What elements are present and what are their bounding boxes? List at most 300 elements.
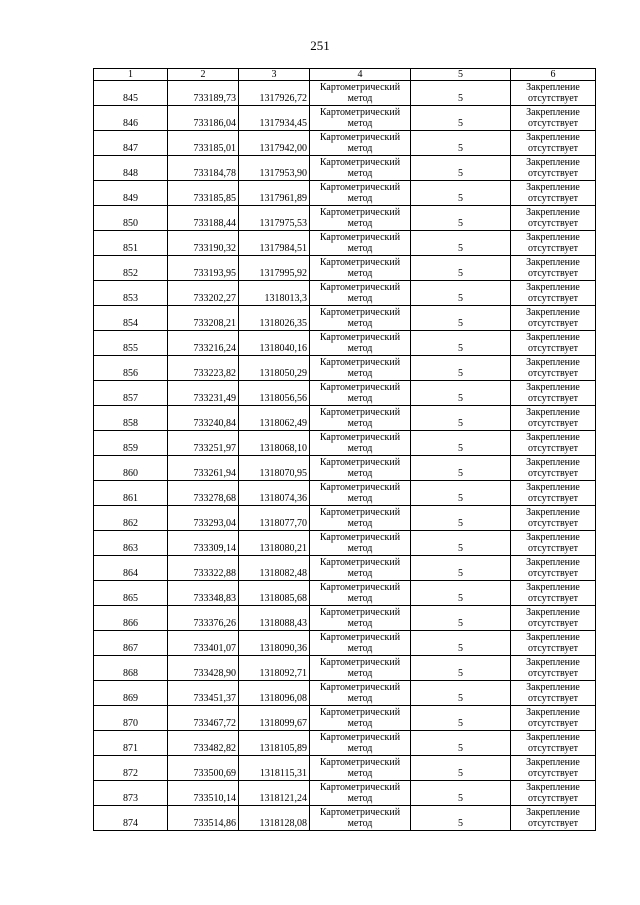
- fixing-line-2: отсутствует: [527, 143, 579, 154]
- accuracy-cell: 5: [411, 681, 511, 706]
- method-cell: [310, 631, 411, 656]
- accuracy-cell: 5: [411, 431, 511, 456]
- method-cell: [310, 256, 411, 281]
- x-coordinate-cell: 733467,72: [168, 706, 239, 731]
- accuracy-cell: 5: [411, 456, 511, 481]
- point-number-cell: 858: [94, 406, 168, 431]
- accuracy-cell: 5: [411, 381, 511, 406]
- method-line-2: метод: [347, 443, 373, 454]
- table-row: [94, 206, 596, 231]
- method-line-1: Картометрический: [319, 532, 401, 543]
- y-coordinate-cell: 1318070,95: [239, 456, 310, 481]
- x-coordinate-cell: 733193,95: [168, 256, 239, 281]
- table-row: [94, 531, 596, 556]
- method-cell: [310, 381, 411, 406]
- method-line-1: Картометрический: [319, 282, 401, 293]
- fixing-line-2: отсутствует: [527, 643, 579, 654]
- point-number-cell: 857: [94, 381, 168, 406]
- fixing-line-2: отсутствует: [527, 568, 579, 579]
- fixing-line-1: Закрепление: [526, 357, 580, 368]
- method-cell: [310, 231, 411, 256]
- fixing-line-1: Закрепление: [526, 807, 580, 818]
- y-coordinate-cell: 1317934,45: [239, 106, 310, 131]
- fixing-line-1: Закрепление: [526, 457, 580, 468]
- y-coordinate-cell: 1318088,43: [239, 606, 310, 631]
- method-line-1: Картометрический: [319, 182, 401, 193]
- fixing-line-1: Закрепление: [526, 157, 580, 168]
- table-row: [94, 681, 596, 706]
- method-line-1: Картометрический: [319, 782, 401, 793]
- fixing-cell: [511, 556, 596, 581]
- accuracy-cell: 5: [411, 656, 511, 681]
- page-number: 251: [310, 38, 330, 53]
- fixing-line-2: отсутствует: [527, 543, 579, 554]
- method-line-2: метод: [347, 493, 373, 504]
- y-coordinate-cell: 1318128,08: [239, 806, 310, 831]
- method-line-1: Картометрический: [319, 407, 401, 418]
- point-number-cell: 848: [94, 156, 168, 181]
- table-row: [94, 506, 596, 531]
- method-line-2: метод: [347, 193, 373, 204]
- method-line-1: Картометрический: [319, 132, 401, 143]
- point-number-cell: 846: [94, 106, 168, 131]
- method-line-2: метод: [347, 418, 373, 429]
- table-row: [94, 406, 596, 431]
- fixing-line-2: отсутствует: [527, 668, 579, 679]
- method-line-1: Картометрический: [319, 107, 401, 118]
- x-coordinate-cell: 733188,44: [168, 206, 239, 231]
- x-coordinate-cell: 733231,49: [168, 381, 239, 406]
- fixing-line-1: Закрепление: [526, 632, 580, 643]
- fixing-cell: [511, 406, 596, 431]
- y-coordinate-cell: 1318077,70: [239, 506, 310, 531]
- accuracy-cell: 5: [411, 756, 511, 781]
- method-cell: [310, 481, 411, 506]
- fixing-line-2: отсутствует: [527, 243, 579, 254]
- accuracy-cell: 5: [411, 506, 511, 531]
- table-row: [94, 81, 596, 106]
- y-coordinate-cell: 1318115,31: [239, 756, 310, 781]
- method-cell: [310, 656, 411, 681]
- fixing-cell: [511, 456, 596, 481]
- table-row: [94, 231, 596, 256]
- fixing-line-2: отсутствует: [527, 418, 579, 429]
- x-coordinate-cell: 733500,69: [168, 756, 239, 781]
- method-line-1: Картометрический: [319, 82, 401, 93]
- x-coordinate-cell: 733185,85: [168, 181, 239, 206]
- fixing-line-1: Закрепление: [526, 532, 580, 543]
- x-coordinate-cell: 733202,27: [168, 281, 239, 306]
- y-coordinate-cell: 1317984,51: [239, 231, 310, 256]
- fixing-cell: [511, 306, 596, 331]
- fixing-cell: [511, 656, 596, 681]
- table-row: [94, 431, 596, 456]
- accuracy-cell: 5: [411, 281, 511, 306]
- y-coordinate-cell: 1318062,49: [239, 406, 310, 431]
- fixing-line-1: Закрепление: [526, 607, 580, 618]
- table-row: [94, 706, 596, 731]
- point-number-cell: 861: [94, 481, 168, 506]
- point-number-cell: 854: [94, 306, 168, 331]
- x-coordinate-cell: 733189,73: [168, 81, 239, 106]
- point-number-cell: 871: [94, 731, 168, 756]
- table-row: [94, 606, 596, 631]
- x-coordinate-cell: 733216,24: [168, 331, 239, 356]
- fixing-line-2: отсутствует: [527, 368, 579, 379]
- y-coordinate-cell: 1318013,3: [239, 281, 310, 306]
- point-number-cell: 860: [94, 456, 168, 481]
- method-line-1: Картометрический: [319, 207, 401, 218]
- fixing-line-1: Закрепление: [526, 782, 580, 793]
- y-coordinate-cell: 1317995,92: [239, 256, 310, 281]
- y-coordinate-cell: 1318096,08: [239, 681, 310, 706]
- table-row: [94, 181, 596, 206]
- accuracy-cell: 5: [411, 306, 511, 331]
- point-number-cell: 874: [94, 806, 168, 831]
- x-coordinate-cell: 733293,04: [168, 506, 239, 531]
- fixing-line-2: отсутствует: [527, 518, 579, 529]
- table-row: [94, 481, 596, 506]
- fixing-cell: [511, 381, 596, 406]
- method-line-1: Картометрический: [319, 432, 401, 443]
- method-line-2: метод: [347, 743, 373, 754]
- fixing-line-2: отсутствует: [527, 768, 579, 779]
- accuracy-cell: 5: [411, 731, 511, 756]
- x-coordinate-cell: 733261,94: [168, 456, 239, 481]
- table-row: [94, 556, 596, 581]
- x-coordinate-cell: 733223,82: [168, 356, 239, 381]
- accuracy-cell: 5: [411, 356, 511, 381]
- method-line-1: Картометрический: [319, 257, 401, 268]
- fixing-line-1: Закрепление: [526, 507, 580, 518]
- method-line-1: Картометрический: [319, 332, 401, 343]
- method-line-1: Картометрический: [319, 357, 401, 368]
- method-line-1: Картометрический: [319, 382, 401, 393]
- accuracy-cell: 5: [411, 206, 511, 231]
- y-coordinate-cell: 1317961,89: [239, 181, 310, 206]
- y-coordinate-cell: 1318040,16: [239, 331, 310, 356]
- fixing-line-2: отсутствует: [527, 168, 579, 179]
- fixing-line-2: отсутствует: [527, 818, 579, 829]
- method-cell: [310, 331, 411, 356]
- fixing-cell: [511, 431, 596, 456]
- fixing-cell: [511, 281, 596, 306]
- fixing-line-1: Закрепление: [526, 432, 580, 443]
- fixing-line-1: Закрепление: [526, 657, 580, 668]
- x-coordinate-cell: 733322,88: [168, 556, 239, 581]
- fixing-cell: [511, 356, 596, 381]
- fixing-line-1: Закрепление: [526, 107, 580, 118]
- method-cell: [310, 106, 411, 131]
- x-coordinate-cell: 733251,97: [168, 431, 239, 456]
- fixing-line-2: отсутствует: [527, 318, 579, 329]
- y-coordinate-cell: 1317926,72: [239, 81, 310, 106]
- point-number-cell: 847: [94, 131, 168, 156]
- x-coordinate-cell: 733376,26: [168, 606, 239, 631]
- accuracy-cell: 5: [411, 606, 511, 631]
- method-line-1: Картометрический: [319, 632, 401, 643]
- fixing-line-2: отсутствует: [527, 118, 579, 129]
- fixing-line-1: Закрепление: [526, 257, 580, 268]
- point-number-cell: 863: [94, 531, 168, 556]
- point-number-cell: 873: [94, 781, 168, 806]
- fixing-line-1: Закрепление: [526, 232, 580, 243]
- fixing-line-2: отсутствует: [527, 293, 579, 304]
- accuracy-cell: 5: [411, 131, 511, 156]
- fixing-cell: [511, 81, 596, 106]
- table-row: [94, 106, 596, 131]
- table-row: [94, 356, 596, 381]
- point-number-cell: 865: [94, 581, 168, 606]
- table-body: [94, 81, 596, 831]
- method-line-2: метод: [347, 368, 373, 379]
- table-row: [94, 631, 596, 656]
- point-number-cell: 856: [94, 356, 168, 381]
- accuracy-cell: 5: [411, 81, 511, 106]
- method-line-2: метод: [347, 818, 373, 829]
- fixing-line-1: Закрепление: [526, 682, 580, 693]
- y-coordinate-cell: 1318082,48: [239, 556, 310, 581]
- fixing-line-1: Закрепление: [526, 332, 580, 343]
- method-line-1: Картометрический: [319, 607, 401, 618]
- y-coordinate-cell: 1318050,29: [239, 356, 310, 381]
- table-row: [94, 331, 596, 356]
- method-cell: [310, 706, 411, 731]
- x-coordinate-cell: 733186,04: [168, 106, 239, 131]
- fixing-line-2: отсутствует: [527, 93, 579, 104]
- x-coordinate-cell: 733428,90: [168, 656, 239, 681]
- x-coordinate-cell: 733309,14: [168, 531, 239, 556]
- method-line-1: Картометрический: [319, 757, 401, 768]
- x-coordinate-cell: 733348,83: [168, 581, 239, 606]
- method-cell: [310, 606, 411, 631]
- header-col-5: 5: [411, 69, 511, 81]
- x-coordinate-cell: 733451,37: [168, 681, 239, 706]
- fixing-line-2: отсутствует: [527, 743, 579, 754]
- point-number-cell: 859: [94, 431, 168, 456]
- method-line-2: метод: [347, 218, 373, 229]
- method-line-2: метод: [347, 518, 373, 529]
- point-number-cell: 864: [94, 556, 168, 581]
- fixing-line-1: Закрепление: [526, 182, 580, 193]
- x-coordinate-cell: 733514,86: [168, 806, 239, 831]
- x-coordinate-cell: 733240,84: [168, 406, 239, 431]
- x-coordinate-cell: 733510,14: [168, 781, 239, 806]
- method-line-2: метод: [347, 343, 373, 354]
- method-line-2: метод: [347, 693, 373, 704]
- fixing-cell: [511, 731, 596, 756]
- method-cell: [310, 156, 411, 181]
- header-col-4: 4: [310, 69, 411, 81]
- method-line-1: Картометрический: [319, 232, 401, 243]
- fixing-cell: [511, 806, 596, 831]
- fixing-cell: [511, 231, 596, 256]
- fixing-line-1: Закрепление: [526, 557, 580, 568]
- point-number-cell: 868: [94, 656, 168, 681]
- table-row: [94, 456, 596, 481]
- y-coordinate-cell: 1318056,56: [239, 381, 310, 406]
- fixing-line-2: отсутствует: [527, 718, 579, 729]
- method-cell: [310, 81, 411, 106]
- table-row: [94, 581, 596, 606]
- fixing-line-2: отсутствует: [527, 218, 579, 229]
- table-row: [94, 156, 596, 181]
- fixing-line-2: отсутствует: [527, 393, 579, 404]
- method-cell: [310, 431, 411, 456]
- y-coordinate-cell: 1318026,35: [239, 306, 310, 331]
- method-line-2: метод: [347, 543, 373, 554]
- fixing-cell: [511, 181, 596, 206]
- accuracy-cell: 5: [411, 806, 511, 831]
- fixing-cell: [511, 106, 596, 131]
- fixing-cell: [511, 781, 596, 806]
- y-coordinate-cell: 1317953,90: [239, 156, 310, 181]
- accuracy-cell: 5: [411, 256, 511, 281]
- accuracy-cell: 5: [411, 781, 511, 806]
- x-coordinate-cell: 733208,21: [168, 306, 239, 331]
- fixing-cell: [511, 756, 596, 781]
- method-line-2: метод: [347, 793, 373, 804]
- fixing-cell: [511, 206, 596, 231]
- fixing-line-1: Закрепление: [526, 382, 580, 393]
- method-cell: [310, 756, 411, 781]
- y-coordinate-cell: 1318105,89: [239, 731, 310, 756]
- fixing-cell: [511, 131, 596, 156]
- accuracy-cell: 5: [411, 581, 511, 606]
- accuracy-cell: 5: [411, 706, 511, 731]
- fixing-line-1: Закрепление: [526, 732, 580, 743]
- point-number-cell: 850: [94, 206, 168, 231]
- x-coordinate-cell: 733185,01: [168, 131, 239, 156]
- fixing-line-1: Закрепление: [526, 407, 580, 418]
- method-cell: [310, 281, 411, 306]
- method-line-2: метод: [347, 593, 373, 604]
- y-coordinate-cell: 1318080,21: [239, 531, 310, 556]
- method-line-1: Картометрический: [319, 157, 401, 168]
- method-line-2: метод: [347, 93, 373, 104]
- table-row: [94, 256, 596, 281]
- method-cell: [310, 306, 411, 331]
- fixing-line-1: Закрепление: [526, 482, 580, 493]
- point-number-cell: 851: [94, 231, 168, 256]
- method-line-2: метод: [347, 168, 373, 179]
- fixing-line-1: Закрепление: [526, 707, 580, 718]
- header-col-1: 1: [94, 69, 168, 81]
- fixing-cell: [511, 706, 596, 731]
- fixing-cell: [511, 506, 596, 531]
- table-row: [94, 806, 596, 831]
- header-col-2: 2: [168, 69, 239, 81]
- method-line-2: метод: [347, 568, 373, 579]
- table-row: [94, 131, 596, 156]
- fixing-cell: [511, 631, 596, 656]
- method-cell: [310, 356, 411, 381]
- accuracy-cell: 5: [411, 181, 511, 206]
- fixing-line-1: Закрепление: [526, 757, 580, 768]
- fixing-line-1: Закрепление: [526, 82, 580, 93]
- fixing-cell: [511, 481, 596, 506]
- fixing-cell: [511, 156, 596, 181]
- method-line-2: метод: [347, 118, 373, 129]
- method-line-2: метод: [347, 718, 373, 729]
- accuracy-cell: 5: [411, 631, 511, 656]
- accuracy-cell: 5: [411, 406, 511, 431]
- fixing-line-1: Закрепление: [526, 307, 580, 318]
- table-row: [94, 756, 596, 781]
- accuracy-cell: 5: [411, 556, 511, 581]
- method-line-2: метод: [347, 393, 373, 404]
- fixing-line-2: отсутствует: [527, 268, 579, 279]
- y-coordinate-cell: 1318074,36: [239, 481, 310, 506]
- table-row: [94, 731, 596, 756]
- fixing-cell: [511, 681, 596, 706]
- method-line-2: метод: [347, 243, 373, 254]
- method-line-1: Картометрический: [319, 682, 401, 693]
- method-line-1: Картометрический: [319, 457, 401, 468]
- table-row: [94, 306, 596, 331]
- method-cell: [310, 131, 411, 156]
- fixing-line-2: отсутствует: [527, 593, 579, 604]
- method-line-2: метод: [347, 768, 373, 779]
- method-cell: [310, 781, 411, 806]
- y-coordinate-cell: 1317942,00: [239, 131, 310, 156]
- method-cell: [310, 456, 411, 481]
- method-cell: [310, 806, 411, 831]
- method-line-2: метод: [347, 268, 373, 279]
- method-line-2: метод: [347, 293, 373, 304]
- y-coordinate-cell: 1318068,10: [239, 431, 310, 456]
- fixing-line-1: Закрепление: [526, 582, 580, 593]
- point-number-cell: 869: [94, 681, 168, 706]
- method-cell: [310, 406, 411, 431]
- fixing-line-2: отсутствует: [527, 693, 579, 704]
- method-cell: [310, 531, 411, 556]
- fixing-line-2: отсутствует: [527, 443, 579, 454]
- x-coordinate-cell: 733184,78: [168, 156, 239, 181]
- x-coordinate-cell: 733401,07: [168, 631, 239, 656]
- table-row: [94, 381, 596, 406]
- point-number-cell: 849: [94, 181, 168, 206]
- fixing-line-1: Закрепление: [526, 207, 580, 218]
- method-line-1: Картометрический: [319, 807, 401, 818]
- method-line-2: метод: [347, 668, 373, 679]
- method-line-1: Картометрический: [319, 732, 401, 743]
- point-number-cell: 866: [94, 606, 168, 631]
- method-cell: [310, 206, 411, 231]
- table-row: [94, 781, 596, 806]
- point-number-cell: 855: [94, 331, 168, 356]
- method-line-2: метод: [347, 143, 373, 154]
- fixing-cell: [511, 256, 596, 281]
- method-line-1: Картометрический: [319, 582, 401, 593]
- y-coordinate-cell: 1318085,68: [239, 581, 310, 606]
- point-number-cell: 870: [94, 706, 168, 731]
- method-line-1: Картометрический: [319, 707, 401, 718]
- point-number-cell: 845: [94, 81, 168, 106]
- accuracy-cell: 5: [411, 156, 511, 181]
- header-col-3: 3: [239, 69, 310, 81]
- accuracy-cell: 5: [411, 531, 511, 556]
- method-line-2: метод: [347, 643, 373, 654]
- method-line-2: метод: [347, 618, 373, 629]
- table-row: [94, 281, 596, 306]
- y-coordinate-cell: 1318090,36: [239, 631, 310, 656]
- fixing-line-1: Закрепление: [526, 132, 580, 143]
- point-number-cell: 862: [94, 506, 168, 531]
- method-cell: [310, 731, 411, 756]
- y-coordinate-cell: 1318099,67: [239, 706, 310, 731]
- method-cell: [310, 581, 411, 606]
